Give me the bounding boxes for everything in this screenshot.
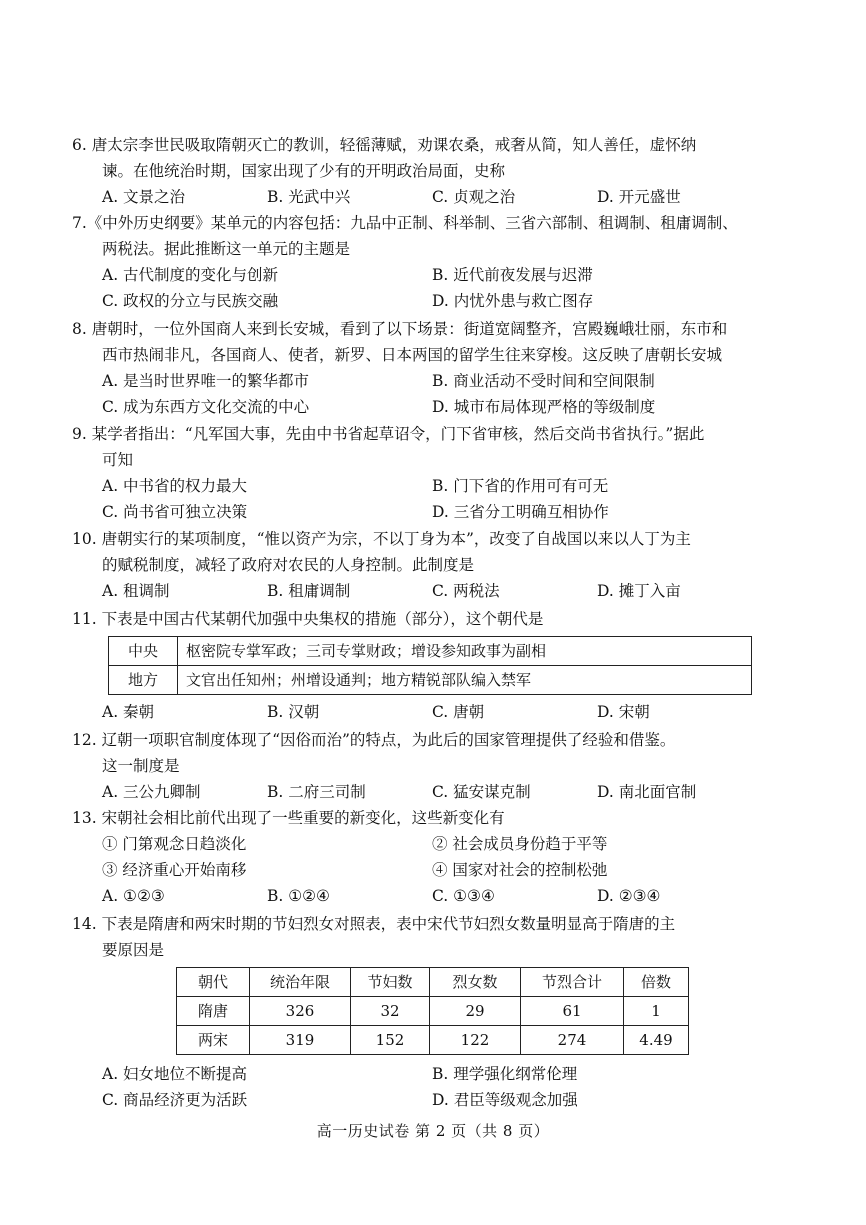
table-row <box>177 997 689 1026</box>
table-row <box>109 637 752 666</box>
option-c[interactable]: C. 唐朝 <box>432 703 485 721</box>
question-11 <box>72 606 762 725</box>
option-a[interactable]: A. 秦朝 <box>102 703 155 721</box>
option-b[interactable]: B. 租庸调制 <box>267 582 351 600</box>
table-header-row <box>177 968 689 997</box>
option-d[interactable]: D. 君臣等级观念加强 <box>432 1091 578 1109</box>
options <box>102 368 762 420</box>
option-b[interactable]: B. 近代前夜发展与迟滞 <box>432 266 593 284</box>
table-cell: 枢密院专掌军政；三司专掌财政；增设参知政事为副相 <box>178 637 752 666</box>
table-cell: 1 <box>624 997 689 1026</box>
option-a[interactable]: A. 古代制度的变化与创新 <box>102 266 279 284</box>
question-stem: 这一制度是 <box>102 757 180 775</box>
options <box>102 473 762 525</box>
option-d[interactable]: D. 宋朝 <box>597 703 650 721</box>
option-c[interactable]: C. 政权的分立与民族交融 <box>102 292 279 310</box>
option-a[interactable]: A. 三公九卿制 <box>102 783 201 801</box>
table-cell: 中央 <box>109 637 178 666</box>
option-b[interactable]: B. 门下省的作用可有可无 <box>432 477 609 495</box>
option-d[interactable]: D. ②③④ <box>597 887 661 905</box>
column-header: 烈女数 <box>430 968 521 997</box>
question-stem: 13. 宋朝社会相比前代出现了一些重要的新变化，这些新变化有 <box>72 809 505 827</box>
table-cell: 4.49 <box>624 1026 689 1055</box>
question-9 <box>72 421 762 525</box>
table-cell: 274 <box>521 1026 624 1055</box>
question-stem: 要原因是 <box>102 941 165 959</box>
option-b[interactable]: B. 光武中兴 <box>267 188 351 206</box>
option-c[interactable]: C. 猛安谋克制 <box>432 783 531 801</box>
option-a[interactable]: A. 文景之治 <box>102 188 186 206</box>
column-header: 倍数 <box>624 968 689 997</box>
option-d[interactable]: D. 开元盛世 <box>597 188 681 206</box>
table-cell: 两宋 <box>177 1026 250 1055</box>
options <box>102 883 762 909</box>
measures-table <box>108 636 752 695</box>
table-cell: 29 <box>430 997 521 1026</box>
options <box>102 699 762 725</box>
option-b[interactable]: B. 汉朝 <box>267 703 320 721</box>
statement-4: ④ 国家对社会的控制松弛 <box>432 861 608 879</box>
question-stem: 8. 唐朝时，一位外国商人来到长安城，看到了以下场景：街道宽阔整齐，宫殿巍峨壮丽，东市和 <box>72 320 728 338</box>
table-row <box>109 666 752 695</box>
column-header: 节妇数 <box>351 968 430 997</box>
option-b[interactable]: B. 二府三司制 <box>267 783 366 801</box>
option-c[interactable]: C. 商品经济更为活跃 <box>102 1091 248 1109</box>
options <box>102 578 762 604</box>
option-a[interactable]: A. ①②③ <box>102 887 165 905</box>
question-stem: 10. 唐朝实行的某项制度，“惟以资产为宗，不以丁身为本”，改变了自战国以来以人丁为主 <box>72 530 691 548</box>
comparison-table <box>176 967 689 1055</box>
option-a[interactable]: A. 租调制 <box>102 582 170 600</box>
option-d[interactable]: D. 内忧外患与救亡图存 <box>432 292 594 310</box>
option-d[interactable]: D. 摊丁入亩 <box>597 582 681 600</box>
option-a[interactable]: A. 妇女地位不断提高 <box>102 1065 248 1083</box>
question-8 <box>72 316 762 420</box>
question-stem: 谏。在他统治时期，国家出现了少有的开明政治局面，史称 <box>102 162 506 180</box>
option-d[interactable]: D. 三省分工明确互相协作 <box>432 503 609 521</box>
table-cell: 地方 <box>109 666 178 695</box>
table-cell: 152 <box>351 1026 430 1055</box>
option-b[interactable]: B. 商业活动不受时间和空间限制 <box>432 372 655 390</box>
option-b[interactable]: B. 理学强化纲常伦理 <box>432 1065 578 1083</box>
question-stem: 两税法。据此推断这一单元的主题是 <box>102 240 351 258</box>
question-stem: 14. 下表是隋唐和两宋时期的节妇烈女对照表，表中宋代节妇烈女数量明显高于隋唐的主 <box>72 915 676 933</box>
option-c[interactable]: C. ①③④ <box>432 887 495 905</box>
statement-2: ② 社会成员身份趋于平等 <box>432 835 608 853</box>
options <box>102 184 762 210</box>
table-cell: 61 <box>521 997 624 1026</box>
column-header: 朝代 <box>177 968 250 997</box>
option-b[interactable]: B. ①②④ <box>267 887 330 905</box>
question-12 <box>72 727 762 805</box>
question-6 <box>72 132 762 210</box>
question-stem: 可知 <box>102 451 134 469</box>
page-footer: 高一历史试卷 第 2 页（共 8 页） <box>316 1122 550 1140</box>
statements <box>102 831 762 883</box>
table-cell: 122 <box>430 1026 521 1055</box>
table-cell: 隋唐 <box>177 997 250 1026</box>
question-10 <box>72 526 762 604</box>
table-row <box>177 1026 689 1055</box>
table-cell: 32 <box>351 997 430 1026</box>
question-14 <box>72 911 762 1113</box>
option-c[interactable]: C. 尚书省可独立决策 <box>102 503 248 521</box>
options <box>102 779 762 805</box>
question-stem: 的赋税制度，减轻了政府对农民的人身控制。此制度是 <box>102 556 475 574</box>
column-header: 统治年限 <box>250 968 351 997</box>
table-cell: 319 <box>250 1026 351 1055</box>
question-stem: 西市热闹非凡，各国商人、使者，新罗、日本两国的留学生往来穿梭。这反映了唐朝长安城 <box>102 346 723 364</box>
options <box>102 262 762 314</box>
table-cell: 326 <box>250 997 351 1026</box>
option-d[interactable]: D. 城市布局体现严格的等级制度 <box>432 398 656 416</box>
option-d[interactable]: D. 南北面官制 <box>597 783 697 801</box>
question-stem: 7.《中外历史纲要》某单元的内容包括：九品中正制、科举制、三省六部制、租调制、租庸调制、 <box>72 214 738 232</box>
option-a[interactable]: A. 中书省的权力最大 <box>102 477 248 495</box>
option-c[interactable]: C. 贞观之治 <box>432 188 516 206</box>
options <box>102 1061 762 1113</box>
table-cell: 文官出任知州；州增设通判；地方精锐部队编入禁军 <box>178 666 752 695</box>
option-c[interactable]: C. 成为东西方文化交流的中心 <box>102 398 310 416</box>
column-header: 节烈合计 <box>521 968 624 997</box>
statement-1: ① 门第观念日趋淡化 <box>102 835 247 853</box>
option-a[interactable]: A. 是当时世界唯一的繁华都市 <box>102 372 310 390</box>
question-stem: 11. 下表是中国古代某朝代加强中央集权的措施（部分），这个朝代是 <box>72 610 544 628</box>
question-stem: 6. 唐太宗李世民吸取隋朝灭亡的教训，轻徭薄赋，劝课农桑，戒奢从简，知人善任，虚怀纳 <box>72 136 697 154</box>
question-stem: 12. 辽朝一项职官制度体现了“因俗而治”的特点，为此后的国家管理提供了经验和借鉴。 <box>72 731 676 749</box>
question-7 <box>72 210 762 314</box>
option-c[interactable]: C. 两税法 <box>432 582 500 600</box>
question-stem: 9. 某学者指出：“凡军国大事，先由中书省起草诏令，门下省审核，然后交尚书省执行。”据此 <box>72 425 705 443</box>
question-13 <box>72 805 762 909</box>
statement-3: ③ 经济重心开始南移 <box>102 861 247 879</box>
